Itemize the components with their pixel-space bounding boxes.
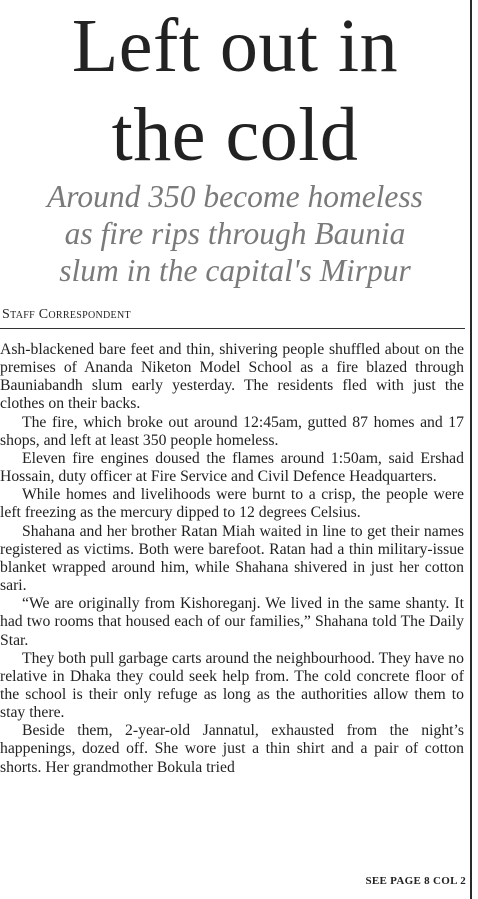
subhead-line-1: Around 350 become homeless <box>47 179 423 214</box>
subheadline <box>0 178 470 289</box>
headline <box>0 2 470 180</box>
paragraph-2: The fire, which broke out around 12:45am, gutted 87 homes and 17 shops, and left at least 350 people homeless. <box>0 413 464 449</box>
byline: Staff Correspondent <box>2 307 131 322</box>
headline-line-1: Left out in <box>71 4 399 88</box>
subhead-line-2: as fire rips through Baunia <box>64 216 406 251</box>
paragraph-8: Beside them, 2-year-old Jannatul, exhausted from the night’s happenings, dozed off. She wore just a thin shirt and a pair of cotton shorts. Her grandmother Bokula tried <box>0 722 464 776</box>
headline-line-2: the cold <box>111 93 359 177</box>
article-body <box>0 341 464 777</box>
paragraph-3: Eleven fire engines doused the flames around 1:50am, said Ershad Hossain, duty officer at Fire Service and Civil Defence Headquarters. <box>0 449 464 486</box>
paragraph-5: Shahana and her brother Ratan Miah waited in line to get their names registered as victims. Both were barefoot. Ratan had a thin military-issue blanket wrapped around him, while Shahana shivered in just her cotton sari. <box>0 522 464 595</box>
paragraph-7: They both pull garbage carts around the neighbourhood. They have no relative in Dhaka they could seek help from. The cold concrete floor of the school is their only refuge as long as the authorities allow them to stay there. <box>0 649 464 722</box>
column-rule <box>470 0 472 899</box>
byline-divider <box>0 328 465 329</box>
continuation-reference: SEE PAGE 8 COL 2 <box>365 875 466 887</box>
paragraph-4: While homes and livelihoods were burnt to a crisp, the people were left freezing as the mercury dipped to 12 degrees Celsius. <box>0 486 464 522</box>
subhead-line-3: slum in the capital's Mirpur <box>59 253 411 288</box>
paragraph-6: “We are originally from Kishoreganj. We lived in the same shanty. It had two rooms that housed each of our families,” Shahana told The Daily Star. <box>0 595 464 649</box>
paragraph-1: Ash-blackened bare feet and thin, shivering people shuffled about on the premises of Ananda Niketon Model School as a fire blazed through Bauniabandh slum early yesterday. The residents fled with just the clothes on their backs. <box>0 341 464 413</box>
